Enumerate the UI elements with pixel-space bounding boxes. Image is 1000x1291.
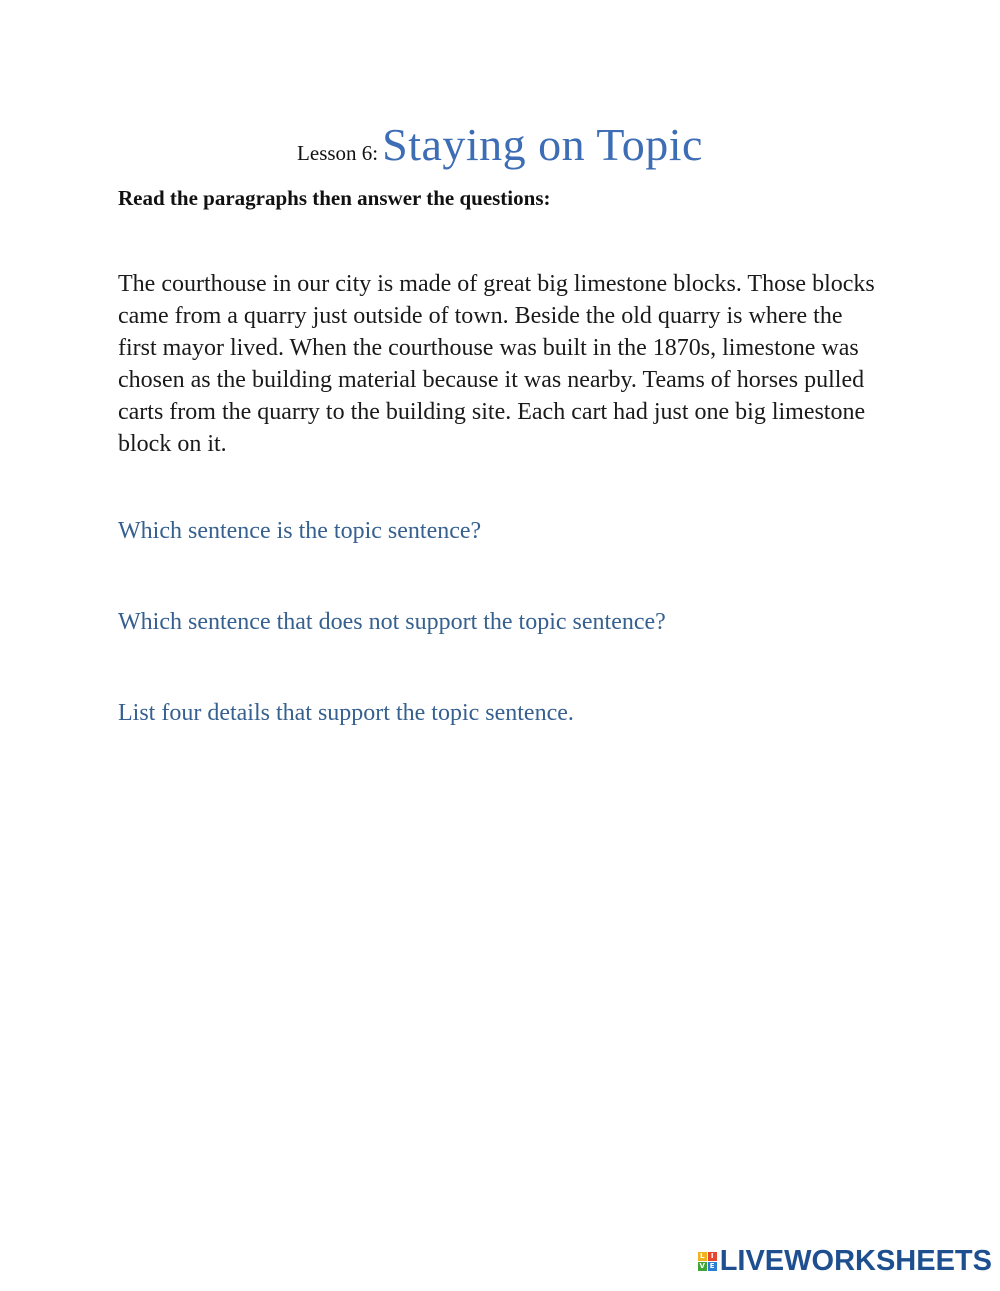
lesson-title-text: Staying on Topic <box>382 119 703 170</box>
reading-paragraph: The courthouse in our city is made of great big limestone blocks. Those blocks came from a quarry just outside of town. Beside the old quarry is where the first mayor lived. When the courthouse was built in the 1870s, limestone was chosen as the building material because it was nearby. Teams of horses pulled carts from the quarry to the building site. Each cart had just one big limestone block on it. <box>118 271 875 457</box>
logo-text: LIVEWORKSHEETS <box>719 1244 992 1277</box>
question-unsupported-sentence: Which sentence that does not support the topic sentence? <box>118 609 666 635</box>
liveworksheets-logo <box>698 1245 992 1277</box>
lesson-title <box>382 119 703 170</box>
lesson-header <box>0 118 1000 171</box>
lesson-label: Lesson 6: <box>297 141 379 165</box>
instructions: Read the paragraphs then answer the questions: <box>118 186 551 210</box>
liveworksheets-logo-icon: L I V E <box>698 1252 717 1271</box>
question-topic-sentence: Which sentence is the topic sentence? <box>118 518 482 544</box>
question-supporting-details: List four details that support the topic sentence. <box>118 700 574 726</box>
